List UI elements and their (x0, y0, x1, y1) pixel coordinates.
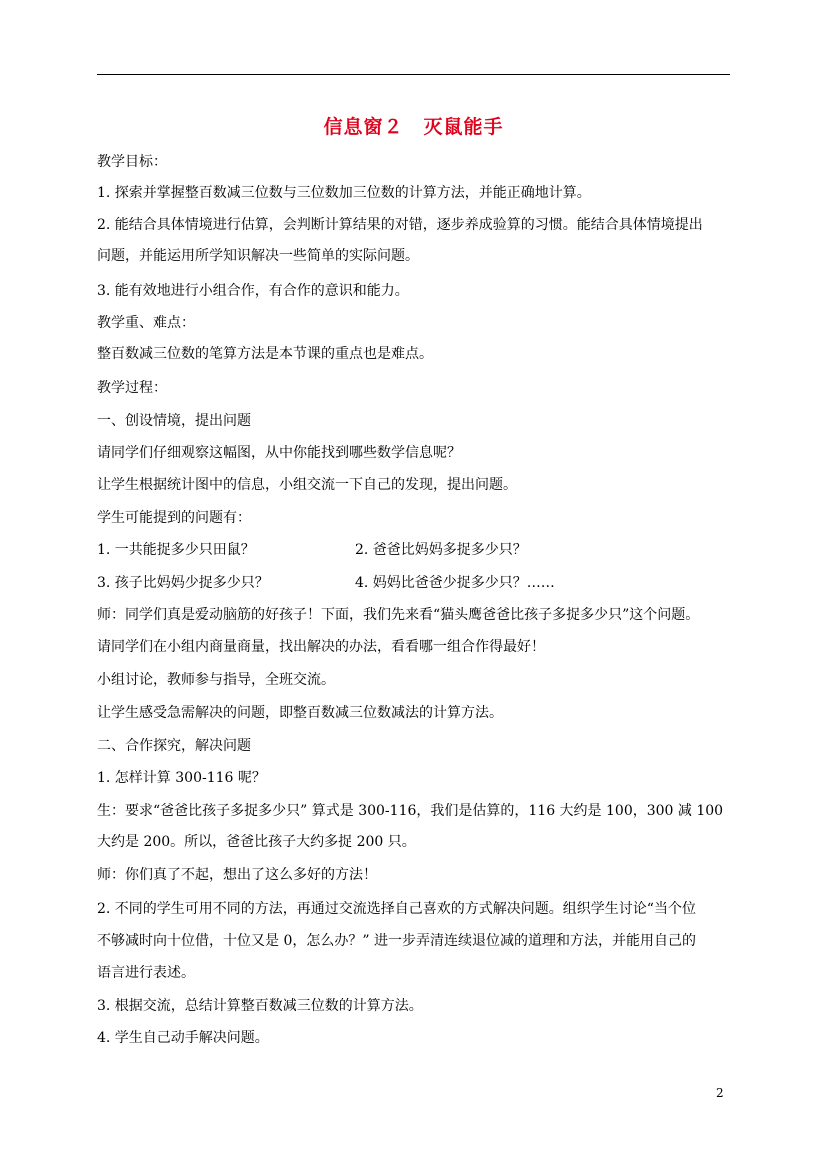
text-line: 语言进行表述。 (97, 965, 195, 981)
text-line: 学生可能提到的问题有： (97, 510, 251, 526)
page-number: 2 (716, 1086, 724, 1100)
text-line: 请同学们在小组内商量商量，找出解决的办法，看看哪一组合作得最好！ (97, 639, 545, 655)
lesson-title: 信息窗２ 灭鼠能手 (323, 116, 504, 138)
text-line: 让学生根据统计图中的信息，小组交流一下自己的发现，提出问题。 (97, 477, 517, 493)
text-line: 问题，并能运用所学知识解决一些简单的实际问题。 (97, 248, 419, 264)
text-line: 让学生感受急需解决的问题，即整百数减三位数减法的计算方法。 (97, 705, 503, 721)
question-row (97, 574, 737, 592)
text-line: 1. 怎样计算 300-116 呢？ (97, 770, 266, 786)
question-item: 3. 孩子比妈妈少捉多少只？ (97, 575, 269, 591)
text-line: 大约是 200。所以，爸爸比孩子大约多捉 200 只。 (97, 834, 416, 850)
text-line: 师：同学们真是爱动脑筋的好孩子！下面，我们先来看“猫头鹰爸爸比孩子多捉多少只”这个问题。 (97, 607, 700, 623)
text-line: 4. 学生自己动手解决问题。 (97, 1030, 269, 1046)
header-rule (97, 74, 730, 75)
text-line: 3. 根据交流，总结计算整百数减三位数的计算方法。 (97, 998, 423, 1014)
question-row (97, 541, 737, 559)
text-line: 教学目标： (97, 154, 167, 170)
text-line: 2. 不同的学生可用不同的方法，再通过交流选择自己喜欢的方式解决问题。组织学生讨论“当个位 (97, 901, 696, 917)
text-line: 教学重、难点： (97, 315, 195, 331)
question-item: 1. 一共能捉多少只田鼠？ (97, 542, 255, 558)
text-line: 一、创设情境，提出问题 (97, 413, 251, 429)
text-line: 小组讨论，教师参与指导，全班交流。 (97, 672, 335, 688)
text-line: 不够减时向十位借，十位又是 0，怎么办？” 进一步弄清连续退位减的道理和方法，并能用自己的 (97, 933, 696, 949)
text-line: 2. 能结合具体情境进行估算，会判断计算结果的对错，逐步养成验算的习惯。能结合具体情境提出 (97, 217, 703, 233)
question-item: 4. 妈妈比爸爸少捉多少只？…… (355, 575, 555, 591)
text-line: 请同学们仔细观察这幅图，从中你能找到哪些数学信息呢？ (97, 445, 461, 461)
question-item: 2. 爸爸比妈妈多捉多少只？ (355, 542, 527, 558)
text-line: 师：你们真了不起，想出了这么多好的方法！ (97, 867, 377, 883)
text-line: 教学过程： (97, 380, 167, 396)
text-line: 1. 探索并掌握整百数减三位数与三位数加三位数的计算方法，并能正确地计算。 (97, 185, 591, 201)
text-line: 整百数减三位数的笔算方法是本节课的重点也是难点。 (97, 346, 433, 362)
text-line: 3. 能有效地进行小组合作，有合作的意识和能力。 (97, 283, 409, 299)
text-line: 二、合作探究，解决问题 (97, 738, 251, 754)
text-line: 生：要求“爸爸比孩子多捉多少只” 算式是 300-116，我们是估算的，116 大约是 100，300 减 100 (97, 803, 724, 819)
